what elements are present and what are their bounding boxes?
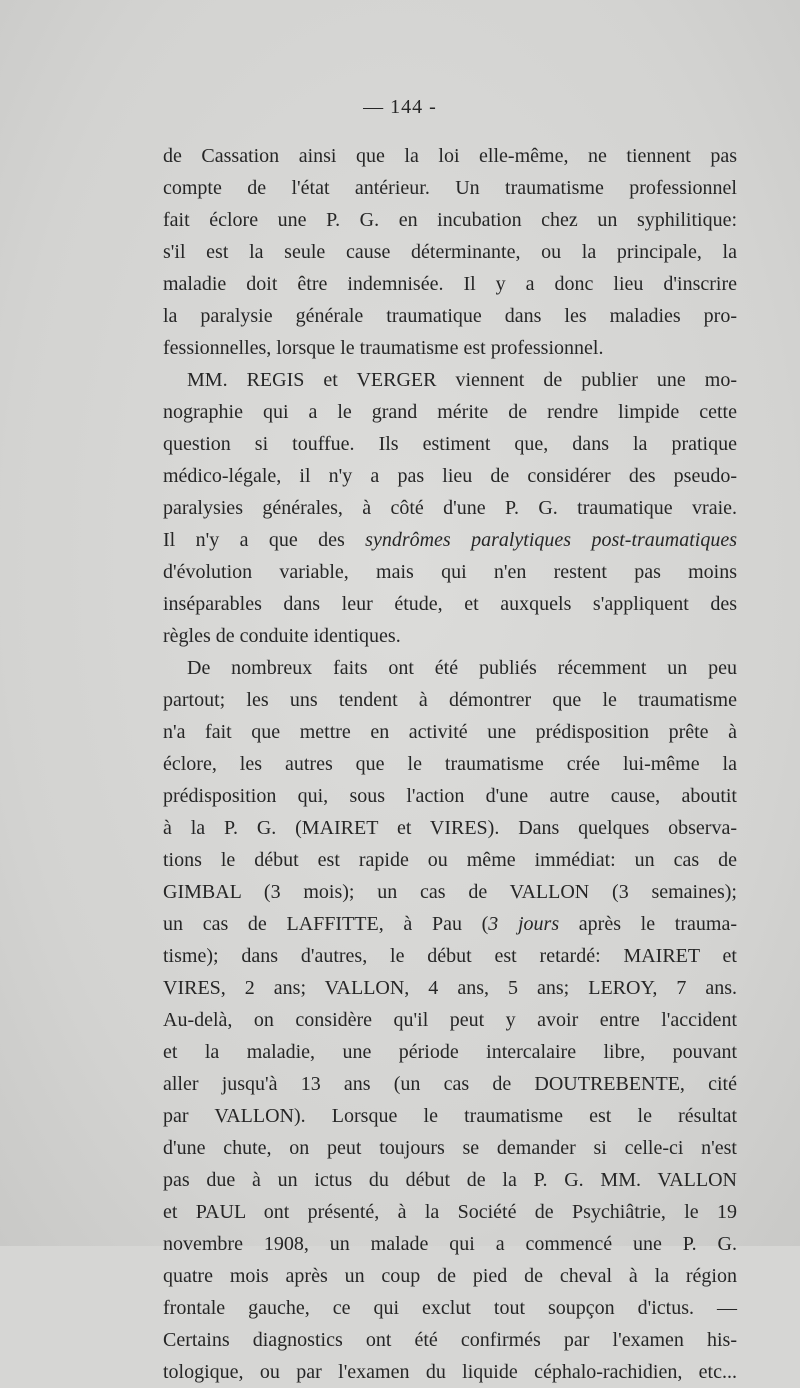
text-line	[163, 748, 737, 780]
text-line-content: et la maladie, une période intercalaire libre, pouvant	[163, 1041, 737, 1063]
text-line-content: éclore, les autres que le traumatisme crée lui-même la	[163, 753, 737, 775]
text-line-content: aller jusqu'à 13 ans (un cas de DOUTREBENTE, cité	[163, 1073, 737, 1095]
text-line-content: VIRES, 2 ans; VALLON, 4 ans, 5 ans; LEROY, 7 ans.	[163, 977, 737, 999]
text-line	[163, 1260, 737, 1292]
text-line	[163, 652, 737, 684]
text-line	[163, 844, 737, 876]
text-line-content: la paralysie générale traumatique dans les maladies pro-	[163, 305, 737, 327]
text-line-content: MM. REGIS et VERGER viennent de publier une mo-	[187, 369, 737, 391]
text-line-content: tions le début est rapide ou même immédiat: un cas de	[163, 849, 737, 871]
text-line	[163, 428, 737, 460]
text-line	[163, 876, 737, 908]
text-line-content: d'une chute, on peut toujours se demander si celle-ci n'est	[163, 1137, 737, 1159]
text-line	[163, 684, 737, 716]
text-line-content: par VALLON). Lorsque le traumatisme est le résultat	[163, 1105, 737, 1127]
text-line	[163, 396, 737, 428]
text-line-content: s'il est la seule cause déterminante, ou la principale, la	[163, 241, 737, 263]
text-line	[163, 140, 737, 172]
text-line-continuation: après le trauma-	[559, 913, 737, 935]
text-line-content: paralysies générales, à côté d'une P. G. traumatique vraie.	[163, 497, 737, 519]
text-line	[163, 940, 737, 972]
text-line-content: à la P. G. (MAIRET et VIRES). Dans quelques observa-	[163, 817, 737, 839]
text-line-content: nographie qui a le grand mérite de rendre limpide cette	[163, 401, 737, 423]
text-line-content: et PAUL ont présenté, à la Société de Psychiâtrie, le 19	[163, 1201, 737, 1223]
text-line	[163, 332, 737, 364]
text-line	[163, 588, 737, 620]
text-line	[163, 204, 737, 236]
text-line	[163, 556, 737, 588]
text-line-content: un cas de LAFFITTE, à Pau (	[163, 913, 489, 935]
text-line-content: prédisposition qui, sous l'action d'une autre cause, aboutit	[163, 785, 737, 807]
text-line	[163, 1356, 737, 1388]
text-line-content: novembre 1908, un malade qui a commencé une P. G.	[163, 1233, 737, 1255]
text-line-content: quatre mois après un coup de pied de cheval à la région	[163, 1265, 737, 1287]
text-line-content: fessionnelles, lorsque le traumatisme est professionnel.	[163, 337, 604, 359]
text-line-content: tologique, ou par l'examen du liquide céphalo-rachidien, etc...	[163, 1361, 737, 1383]
text-line	[163, 364, 737, 396]
text-line	[163, 524, 737, 556]
text-line	[163, 172, 737, 204]
text-line-content: frontale gauche, ce qui exclut tout soupçon d'ictus. —	[163, 1297, 737, 1319]
text-line	[163, 1324, 737, 1356]
text-line	[163, 1100, 737, 1132]
body-text	[163, 140, 737, 1388]
text-line-content: De nombreux faits ont été publiés récemment un peu	[187, 657, 737, 679]
text-line	[163, 460, 737, 492]
text-line-content: inséparables dans leur étude, et auxquels s'appliquent des	[163, 593, 737, 615]
text-line	[163, 780, 737, 812]
text-line-content: compte de l'état antérieur. Un traumatisme professionnel	[163, 177, 737, 199]
text-line-content: médico-légale, il n'y a pas lieu de considérer des pseudo-	[163, 465, 737, 487]
text-line	[163, 908, 737, 940]
text-line-content: maladie doit être indemnisée. Il y a donc lieu d'inscrire	[163, 273, 737, 295]
italic-phrase: 3 jours	[488, 913, 560, 935]
italic-phrase: syndrômes paralytiques post-traumatiques	[365, 529, 738, 551]
text-line	[163, 1132, 737, 1164]
page-number: — 144 -	[363, 96, 437, 118]
text-line-content: question si touffue. Ils estiment que, dans la pratique	[163, 433, 737, 455]
text-line	[163, 268, 737, 300]
text-line-content: d'évolution variable, mais qui n'en restent pas moins	[163, 561, 737, 583]
text-line	[163, 812, 737, 844]
text-line	[163, 1292, 737, 1324]
text-line	[163, 1228, 737, 1260]
text-line	[163, 620, 737, 652]
text-line-content: partout; les uns tendent à démontrer que le traumatisme	[163, 689, 737, 711]
text-line-content: pas due à un ictus du début de la P. G. MM. VALLON	[163, 1169, 737, 1191]
text-line-content: règles de conduite identiques.	[163, 625, 401, 647]
text-line	[163, 972, 737, 1004]
text-line	[163, 1004, 737, 1036]
text-line	[163, 1196, 737, 1228]
text-line	[163, 236, 737, 268]
text-line	[163, 1068, 737, 1100]
text-line	[163, 1036, 737, 1068]
text-line	[163, 300, 737, 332]
text-line-content: tisme); dans d'autres, le début est retardé: MAIRET et	[163, 945, 737, 967]
text-line-content: Il n'y a que des	[163, 529, 366, 551]
text-line-content: Certains diagnostics ont été confirmés par l'examen his-	[163, 1329, 737, 1351]
text-line	[163, 492, 737, 524]
text-line	[163, 1164, 737, 1196]
text-line-content: GIMBAL (3 mois); un cas de VALLON (3 semaines);	[163, 881, 737, 903]
text-line-content: fait éclore une P. G. en incubation chez un syphilitique:	[163, 209, 737, 231]
text-line-content: n'a fait que mettre en activité une prédisposition prête à	[163, 721, 737, 743]
text-line	[163, 716, 737, 748]
text-line-content: Au-delà, on considère qu'il peut y avoir entre l'accident	[163, 1009, 737, 1031]
text-line-content: de Cassation ainsi que la loi elle-même, ne tiennent pas	[163, 145, 737, 167]
